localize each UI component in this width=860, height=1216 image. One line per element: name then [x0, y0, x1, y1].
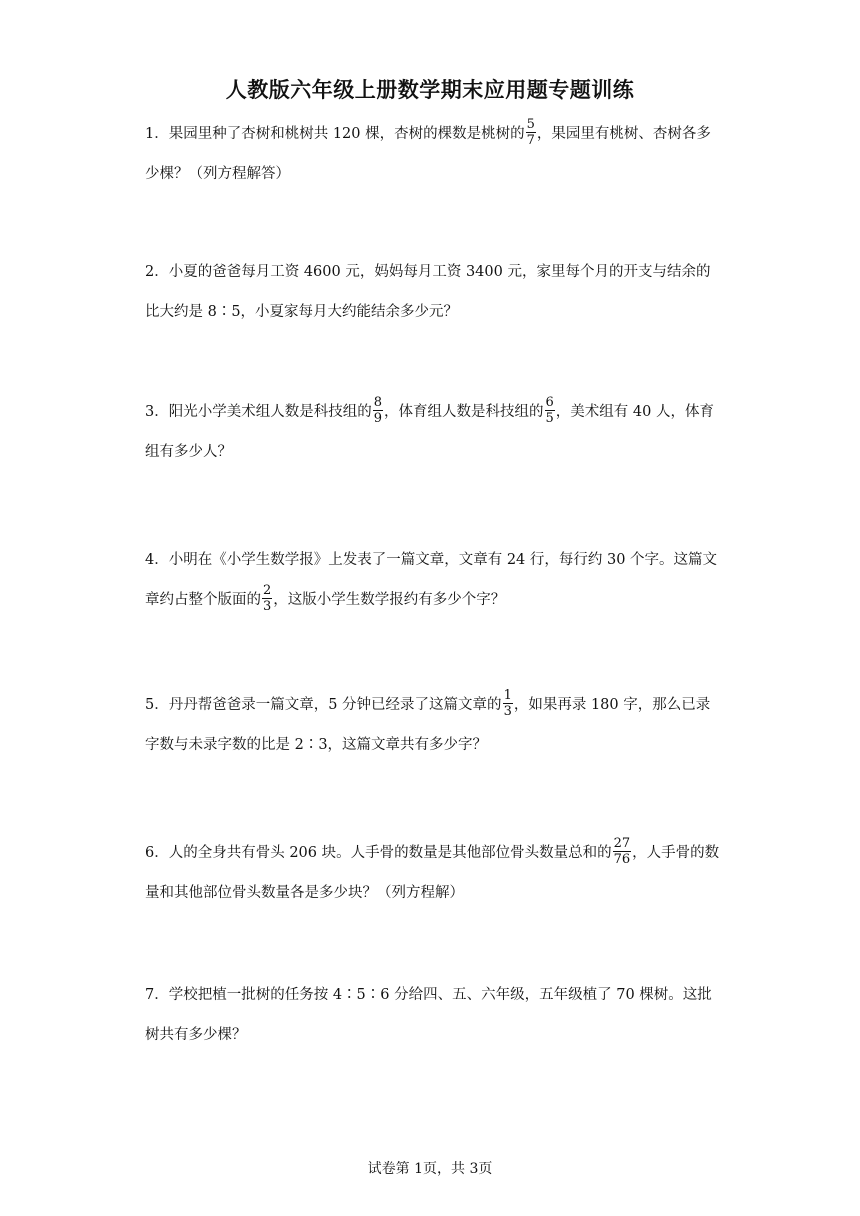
page-title: 人教版六年级上册数学期末应用题专题训练 [225, 78, 635, 102]
page-footer: 试卷第 1页，共 3页 [367, 1161, 493, 1177]
fraction: $\frac{27}{76}$ [613, 835, 631, 867]
question-4 [145, 540, 720, 620]
fraction: $\frac{5}{7}$ [526, 116, 535, 148]
question-6 [145, 833, 720, 913]
question-text: 5．丹丹帮爸爸录一篇文章，5 分钟已经录了这篇文章的 [145, 697, 502, 713]
question-7 [145, 975, 720, 1055]
question-text: ，美术组有 40 人，体育组有多少人？ [145, 404, 714, 460]
fraction: $\frac{2}{3}$ [263, 582, 272, 614]
question-text: ，人手骨的数量和其他部位骨头数量各是多少块？（列方程解） [145, 845, 720, 901]
question-text: 7．学校把植一批树的任务按 4∶5∶6 分给四、五、六年级，五年级植了 70 棵树。这批树共有多少棵？ [145, 987, 712, 1043]
fraction: $\frac{1}{3}$ [503, 687, 512, 719]
question-text: ，果园里有桃树、杏树各多少棵？（列方程解答） [145, 126, 711, 182]
question-5 [145, 685, 720, 765]
question-text: 2．小夏的爸爸每月工资 4600 元，妈妈每月工资 3400 元，家里每个月的开支与结余的比大约是 8∶5，小夏家每月大约能结余多少元？ [145, 264, 711, 320]
question-text: ，这版小学生数学报约有多少个字？ [273, 592, 506, 608]
question-text: 1．果园里种了杏树和桃树共 120 棵，杏树的棵数是桃树的 [145, 126, 525, 142]
question-text: ，如果再录 180 字，那么已录字数与未录字数的比是 2∶3，这篇文章共有多少字？ [145, 697, 711, 753]
fraction: $\frac{6}{5}$ [545, 394, 554, 426]
question-text: 6．人的全身共有骨头 206 块。人手骨的数量是其他部位骨头数量总和的 [145, 845, 612, 861]
question-text: ，体育组人数是科技组的 [384, 404, 544, 420]
fraction: $\frac{8}{9}$ [373, 394, 383, 426]
question-text: 4．小明在《小学生数学报》上发表了一篇文章，文章有 24 行，每行约 30 个字。这篇文章约占整个版面的 [145, 552, 718, 608]
question-text: 3．阳光小学美术组人数是科技组的 [145, 404, 372, 420]
question-3 [145, 392, 720, 472]
question-2 [145, 252, 720, 332]
question-1 [145, 114, 720, 194]
